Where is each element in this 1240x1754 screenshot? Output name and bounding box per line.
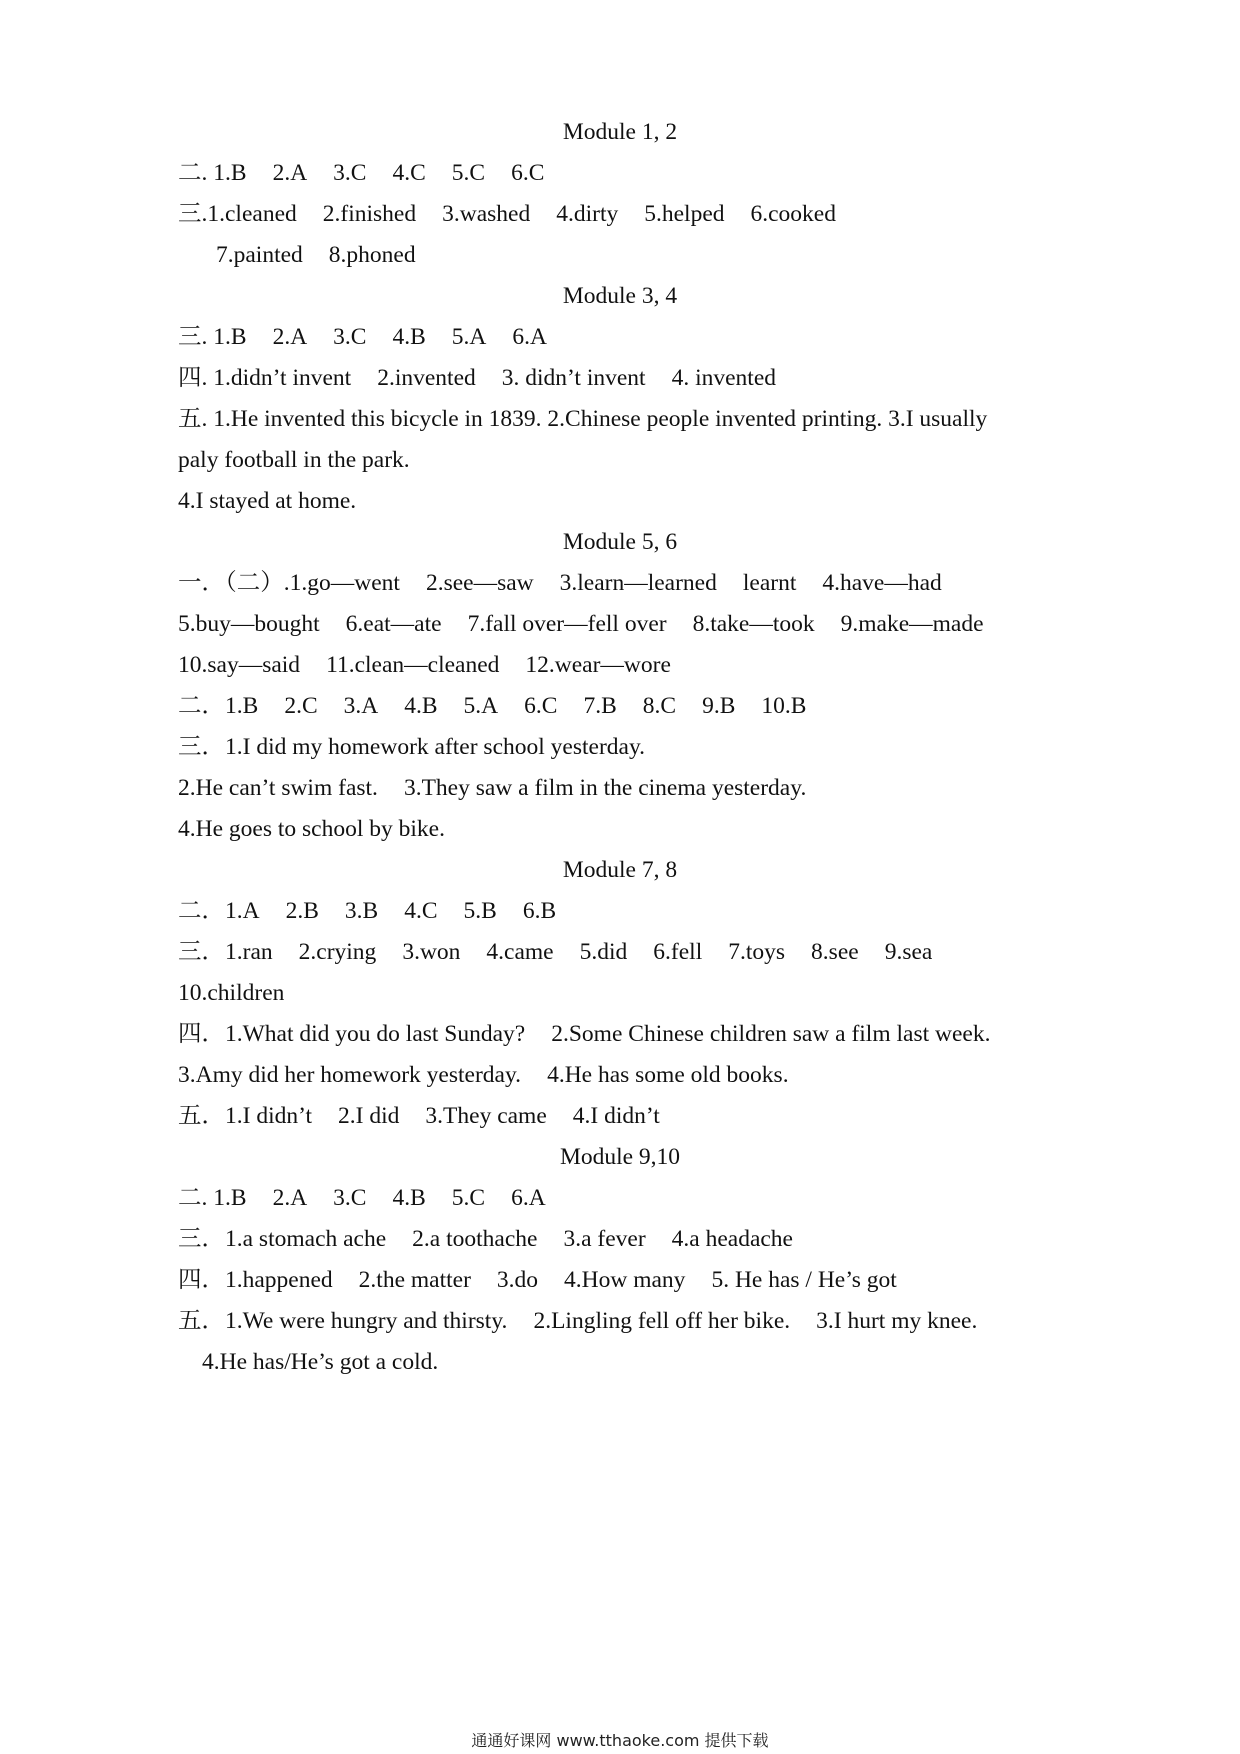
answer-item: 6.fell (653, 939, 703, 965)
answer-item: 3.They came (425, 1103, 547, 1129)
answer-line (178, 889, 1078, 933)
answer-line (178, 1299, 1078, 1343)
answer-item: 7.toys (728, 939, 786, 965)
answer-item: 5.did (579, 939, 628, 965)
answer-item: 4. invented (671, 365, 776, 391)
answer-item: 8.phoned (328, 242, 416, 268)
answer-item: 4.B (392, 1185, 426, 1211)
answer-line (178, 397, 1078, 441)
answer-item: 3.C (333, 1185, 367, 1211)
answer-item: 2.Lingling fell off her bike. (533, 1308, 791, 1334)
answer-line (178, 1258, 1078, 1302)
answer-item: 7.painted (216, 242, 303, 268)
answer-item: 三.1.cleaned (178, 201, 297, 227)
answer-item: 4.B (392, 324, 426, 350)
answer-line (178, 643, 1078, 687)
answer-item: 2.invented (377, 365, 476, 391)
module-title: Module 7, 8 (562, 857, 678, 883)
answer-item: 3.A (343, 693, 379, 719)
answer-item: 2.He can’t swim fast. (178, 775, 378, 801)
answer-item: 6.C (511, 160, 545, 186)
answer-item: 3.a fever (563, 1226, 646, 1252)
module-title: Module 5, 6 (562, 529, 678, 555)
answer-item: 2.A (272, 324, 308, 350)
answer-item: 五．1.I didn’t (178, 1103, 313, 1129)
answer-item: 四．1.happened (178, 1267, 333, 1293)
answer-item: 5.helped (644, 201, 725, 227)
answer-item: 2.I did (338, 1103, 400, 1129)
answer-line (178, 971, 1078, 1015)
answer-item: 5.A (463, 693, 499, 719)
answer-item: 2.A (272, 1185, 308, 1211)
answer-item: 5.B (463, 898, 497, 924)
answer-item: 3.I hurt my knee. (816, 1308, 978, 1334)
answer-item: 3.C (333, 324, 367, 350)
answer-item: 5.C (451, 1185, 486, 1211)
answer-item: 五. 1.He invented this bicycle in 1839. 2.Chinese people invented printing. 3.I usually (178, 406, 988, 432)
answer-item: 3.They saw a film in the cinema yesterday. (403, 775, 807, 801)
answer-item: 2.A (272, 160, 308, 186)
answer-line (178, 1053, 1078, 1097)
answer-item: 6.B (522, 898, 557, 924)
answer-item: 2.the matter (358, 1267, 471, 1293)
answer-item: 4.a headache (671, 1226, 793, 1252)
answer-item: 4.dirty (556, 201, 619, 227)
answer-item: 7.B (583, 693, 617, 719)
answer-item: 3.C (333, 160, 367, 186)
answer-line (178, 438, 1078, 482)
answer-item: 2.a toothache (412, 1226, 538, 1252)
answer-item: 二．1.B (178, 693, 259, 719)
answer-item: 三. 1.B (178, 324, 247, 350)
answer-item: 4.I stayed at home. (178, 488, 357, 514)
answer-item: 10.children (178, 980, 285, 1006)
answer-item: 5.A (451, 324, 487, 350)
answer-line (178, 766, 1078, 810)
answer-item: 5.C (451, 160, 486, 186)
answer-item: 11.clean—cleaned (326, 652, 500, 678)
answer-item: 4.came (486, 939, 554, 965)
answer-item: 四．1.What did you do last Sunday? (178, 1021, 526, 1047)
footer-credit: 通通好课网 www.tthaoke.com 提供下载 (471, 1731, 769, 1750)
answer-item: learnt (742, 570, 797, 596)
answer-item: paly football in the park. (178, 447, 410, 473)
answer-item: 四. 1.didn’t invent (178, 365, 352, 391)
answer-item: 9.B (702, 693, 736, 719)
answer-item: 6.cooked (750, 201, 836, 227)
answer-item: 3. didn’t invent (501, 365, 646, 391)
answer-item: 3.B (344, 898, 379, 924)
answer-item: 10.B (761, 693, 807, 719)
answer-line (178, 192, 1078, 236)
answer-item: 3.learn—learned (559, 570, 717, 596)
answer-item: 2.C (284, 693, 318, 719)
answer-item: 8.take—took (692, 611, 815, 637)
module-title: Module 3, 4 (562, 283, 678, 309)
answer-item: 4.B (404, 693, 438, 719)
answer-item: 10.say—said (178, 652, 301, 678)
answer-line (178, 930, 1078, 974)
answer-item: 2.crying (298, 939, 377, 965)
answer-item: 6.eat—ate (345, 611, 442, 637)
answer-line (178, 356, 1078, 400)
module-title: Module 9,10 (559, 1144, 681, 1170)
answer-item: 12.wear—wore (525, 652, 671, 678)
answer-item: 3.washed (442, 201, 531, 227)
answer-line (178, 561, 1078, 605)
answer-line (178, 151, 1078, 195)
answer-item: 3.do (496, 1267, 539, 1293)
answer-item: 2.finished (322, 201, 417, 227)
answer-item: 9.sea (884, 939, 933, 965)
answer-item: 2.see—saw (425, 570, 534, 596)
answer-item: 4.He goes to school by bike. (178, 816, 445, 842)
answer-item: 9.make—made (840, 611, 984, 637)
answer-line (178, 1094, 1078, 1138)
answer-line (216, 233, 1116, 277)
answer-item: 4.He has some old books. (547, 1062, 789, 1088)
answer-line (178, 315, 1078, 359)
answer-line (178, 479, 1078, 523)
answer-item: 4.I didn’t (572, 1103, 660, 1129)
answer-item: 4.have—had (822, 570, 942, 596)
module-title: Module 1, 2 (562, 119, 678, 145)
answer-item: 7.fall over—fell over (467, 611, 667, 637)
answer-item: 3.Amy did her homework yesterday. (178, 1062, 522, 1088)
answer-item: 三．1.ran (178, 939, 273, 965)
answer-line (178, 602, 1078, 646)
answer-item: 6.C (524, 693, 558, 719)
answer-line (178, 1217, 1078, 1261)
answer-item: 6.A (512, 324, 548, 350)
answer-line (178, 684, 1078, 728)
answer-item: 6.A (511, 1185, 546, 1211)
answer-line (178, 1012, 1078, 1056)
answer-item: 4.He has/He’s got a cold. (202, 1349, 439, 1375)
answer-line (178, 725, 1078, 769)
answer-line (178, 807, 1078, 851)
answer-item: 8.C (642, 693, 677, 719)
answer-line (202, 1340, 1102, 1384)
answer-item: 5. He has / He’s got (711, 1267, 897, 1293)
answer-item: 3.won (402, 939, 461, 965)
answer-item: 4.C (404, 898, 438, 924)
answer-item: 一．（二）.1.go—went (178, 570, 400, 596)
answer-item: 三．1.I did my homework after school yesterday. (178, 734, 646, 760)
answer-item: 二. 1.B (178, 160, 247, 186)
answer-item: 5.buy—bought (178, 611, 320, 637)
answer-item: 2.B (285, 898, 319, 924)
answer-line (178, 1176, 1078, 1220)
answer-item: 二. 1.B (178, 1185, 247, 1211)
answer-item: 2.Some Chinese children saw a film last week. (551, 1021, 991, 1047)
answer-item: 4.C (392, 160, 426, 186)
answer-item: 二．1.A (178, 898, 260, 924)
answer-item: 8.see (811, 939, 859, 965)
answer-item: 三．1.a stomach ache (178, 1226, 387, 1252)
answer-item: 五．1.We were hungry and thirsty. (178, 1308, 508, 1334)
answer-item: 4.How many (564, 1267, 686, 1293)
